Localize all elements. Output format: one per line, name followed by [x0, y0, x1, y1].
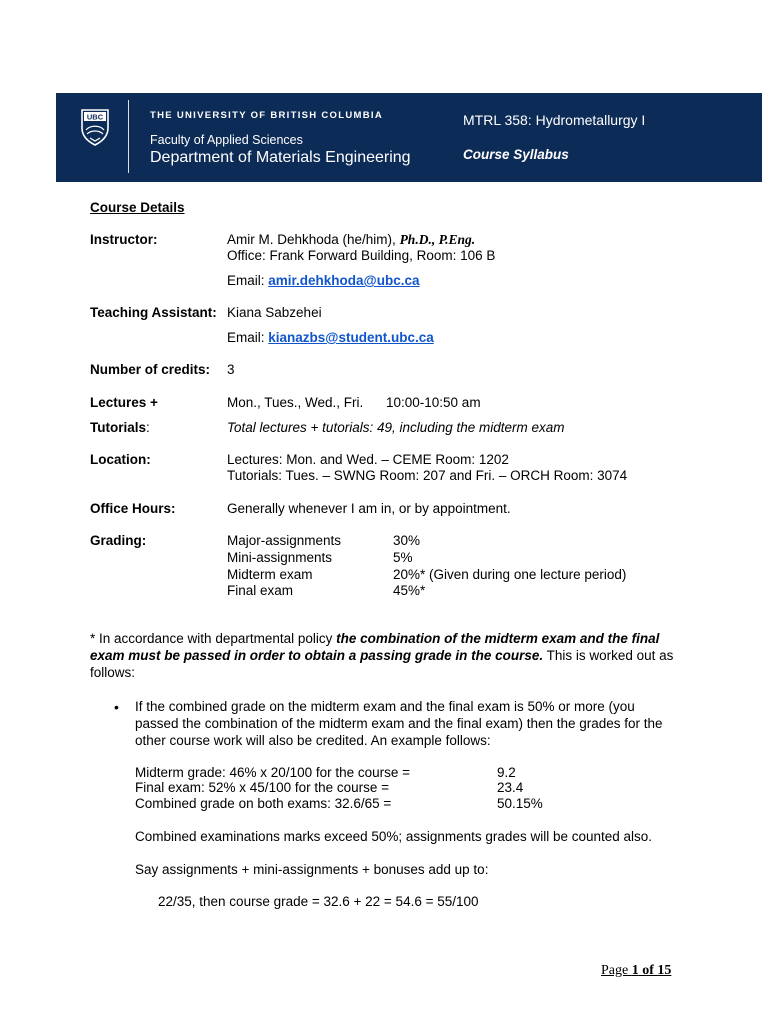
- instructor-label: Instructor:: [90, 232, 158, 247]
- page-total: 15: [657, 963, 672, 978]
- tutorials-label: [90, 420, 150, 436]
- lecture-days: Mon., Tues., Wed., Fri.: [227, 395, 364, 410]
- university-name: THE UNIVERSITY OF BRITISH COLUMBIA: [150, 110, 383, 121]
- grading-item-value: 5%: [393, 550, 413, 565]
- crest-logo-text: UBC: [86, 112, 104, 122]
- office-hours-value: Generally whenever I am in, or by appointment.: [227, 501, 511, 516]
- tutorials-label-colon: :: [146, 420, 150, 435]
- location-tutorials: Tutorials: Tues. – SWNG Room: 207 and Fri. – ORCH Room: 3074: [227, 468, 628, 483]
- course-details-heading: Course Details: [90, 200, 185, 215]
- instructor-name-text: Amir M. Dehkhoda (he/him),: [227, 232, 400, 247]
- calc-label: Midterm grade: 46% x 20/100 for the course =: [135, 765, 411, 780]
- ta-email-prefix: Email:: [227, 330, 269, 345]
- course-grade-result: 22/35, then course grade = 32.6 + 22 = 54.6 = 55/100: [158, 894, 479, 909]
- location-label: Location:: [90, 452, 151, 467]
- page-word: Page: [601, 963, 632, 978]
- grading-item-name: Final exam: [227, 583, 294, 598]
- combined-note: Combined examinations marks exceed 50%; assignments grades will be counted also.: [135, 829, 653, 844]
- page-number: [601, 963, 671, 979]
- instructor-name: [227, 232, 475, 248]
- tutorials-label-text: Tutorials: [90, 420, 147, 435]
- instructor-office: Office: Frank Forward Building, Room: 106 B: [227, 248, 496, 263]
- ta-email-link[interactable]: kianazbs@student.ubc.ca: [268, 330, 434, 345]
- instructor-email-prefix: Email:: [227, 273, 269, 288]
- ta-label: Teaching Assistant:: [90, 305, 217, 320]
- assignments-note: Say assignments + mini-assignments + bonuses add up to:: [135, 862, 489, 877]
- credits-value: 3: [227, 362, 235, 377]
- document-type: Course Syllabus: [463, 147, 569, 162]
- policy-emphasis: the combination of the midterm exam and the final exam must be passed in order to obtain a passing grade in the course.: [90, 631, 660, 663]
- lecture-time: 10:00-10:50 am: [386, 395, 481, 410]
- policy-intro: * In accordance with departmental policy: [90, 631, 337, 646]
- credits-label: Number of credits:: [90, 362, 211, 377]
- grading-item-value: 30%: [393, 533, 421, 548]
- bullet-text: If the combined grade on the midterm exam and the final exam is 50% or more (you passed the combination of the midterm exam and the final exam) then the grades for the other course work will also be credited. An example follows:: [135, 699, 663, 748]
- banner-divider: [128, 100, 129, 173]
- policy-rest: This is worked out as follows:: [90, 648, 674, 680]
- faculty-name: Faculty of Applied Sciences: [150, 133, 303, 147]
- grading-item-name: Midterm exam: [227, 567, 313, 582]
- instructor-email-link[interactable]: amir.dehkhoda@ubc.ca: [268, 273, 420, 288]
- grading-item-value: 45%*: [393, 583, 426, 598]
- instructor-credentials: Ph.D., P.Eng.: [399, 232, 476, 247]
- grading-item-name: Major-assignments: [227, 533, 342, 548]
- calc-label: Final exam: 52% x 45/100 for the course =: [135, 780, 390, 795]
- page-of-word: of: [638, 963, 658, 978]
- page-current: 1: [631, 963, 639, 978]
- location-lectures: Lectures: Mon. and Wed. – CEME Room: 1202: [227, 452, 509, 467]
- instructor-email: [227, 273, 419, 289]
- department-name: Department of Materials Engineering: [150, 149, 411, 166]
- bullet-marker: •: [114, 699, 119, 715]
- calc-value: 23.4: [497, 780, 524, 795]
- grading-item-name: Mini-assignments: [227, 550, 333, 565]
- calc-value: 9.2: [497, 765, 516, 780]
- ubc-crest-icon: [80, 108, 110, 146]
- course-title: MTRL 358: Hydrometallurgy I: [463, 112, 646, 128]
- lectures-note: Total lectures + tutorials: 49, including the midterm exam: [227, 420, 565, 435]
- header-banner: [56, 93, 762, 182]
- ta-name: Kiana Sabzehei: [227, 305, 322, 320]
- calc-value: 50.15%: [497, 796, 543, 811]
- grading-label: Grading:: [90, 533, 147, 548]
- grading-item-value: 20%* (Given during one lecture period): [393, 567, 627, 582]
- lectures-label: Lectures +: [90, 395, 158, 410]
- policy-paragraph: [90, 630, 680, 681]
- calc-label: Combined grade on both exams: 32.6/65 =: [135, 796, 392, 811]
- office-hours-label: Office Hours:: [90, 501, 176, 516]
- ta-email: [227, 330, 434, 346]
